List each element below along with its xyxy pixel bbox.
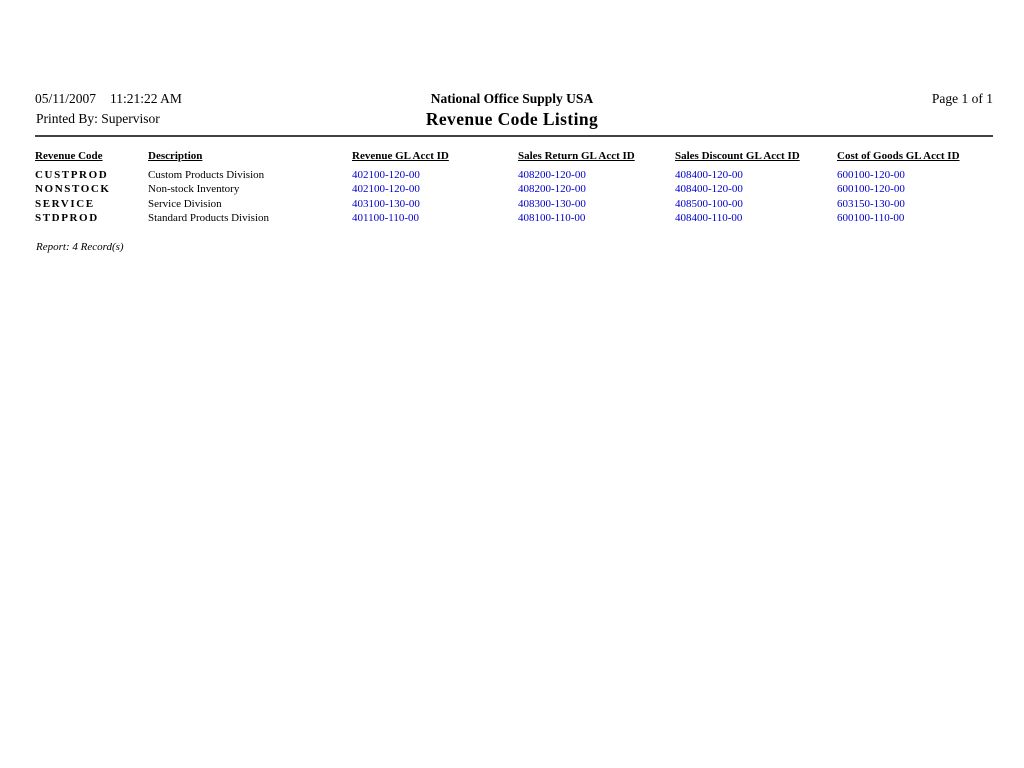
table-header-row	[35, 150, 1005, 162]
column-header-cost-of-goods-gl: Cost of Goods GL Acct ID	[837, 150, 960, 162]
description-cell: Service Division	[148, 197, 222, 210]
sales-discount-gl-link[interactable]: 408400-120-00	[675, 169, 743, 181]
column-header-description: Description	[148, 150, 203, 162]
sales-return-gl-link[interactable]: 408100-110-00	[518, 212, 586, 225]
table-row	[35, 211, 1005, 225]
description-cell: Standard Products Division	[148, 212, 269, 225]
sales-return-gl-link[interactable]: 408200-120-00	[518, 183, 586, 196]
print-time: 11:21:22 AM	[110, 91, 182, 106]
cost-of-goods-gl-link[interactable]: 600100-110-00	[837, 212, 905, 225]
revenue-gl-link[interactable]: 403100-130-00	[352, 197, 420, 210]
column-header-revenue-gl: Revenue GL Acct ID	[352, 150, 449, 162]
report-title: Revenue Code Listing	[425, 109, 599, 129]
column-header-sales-return-gl: Sales Return GL Acct ID	[518, 150, 635, 162]
sales-return-gl-link[interactable]: 408300-130-00	[518, 197, 586, 210]
cost-of-goods-gl-link[interactable]: 600100-120-00	[837, 183, 905, 196]
table-row	[35, 182, 1005, 196]
revenue-code-table	[35, 150, 1005, 226]
revenue-code-cell: CUSTPROD	[35, 169, 109, 181]
column-header-sales-discount-gl: Sales Discount GL Acct ID	[675, 150, 800, 162]
sales-return-gl-link[interactable]: 408200-120-00	[518, 169, 586, 181]
sales-discount-gl-link[interactable]: 408500-100-00	[675, 197, 743, 210]
cost-of-goods-gl-link[interactable]: 603150-130-00	[837, 197, 905, 210]
description-cell: Non-stock Inventory	[148, 183, 240, 196]
header-divider	[35, 135, 993, 137]
cost-of-goods-gl-link[interactable]: 600100-120-00	[837, 169, 905, 181]
print-date: 05/11/2007	[35, 91, 97, 106]
table-body	[35, 168, 1005, 226]
revenue-gl-link[interactable]: 402100-120-00	[352, 169, 420, 181]
description-cell: Custom Products Division	[148, 169, 265, 181]
record-count: Report: 4 Record(s)	[36, 241, 124, 253]
revenue-code-cell: SERVICE	[35, 197, 95, 210]
table-row	[35, 168, 1005, 182]
table-row	[35, 197, 1005, 211]
company-name: National Office Supply USA	[430, 91, 594, 106]
revenue-gl-link[interactable]: 402100-120-00	[352, 183, 420, 196]
printed-by: Printed By: Supervisor	[36, 111, 160, 126]
revenue-code-cell: NONSTOCK	[35, 183, 111, 196]
sales-discount-gl-link[interactable]: 408400-110-00	[675, 212, 743, 225]
page-indicator: Page 1 of 1	[931, 91, 993, 106]
column-header-revenue-code: Revenue Code	[35, 150, 103, 162]
revenue-gl-link[interactable]: 401100-110-00	[352, 212, 420, 225]
sales-discount-gl-link[interactable]: 408400-120-00	[675, 183, 743, 196]
revenue-code-cell: STDPROD	[35, 212, 99, 225]
